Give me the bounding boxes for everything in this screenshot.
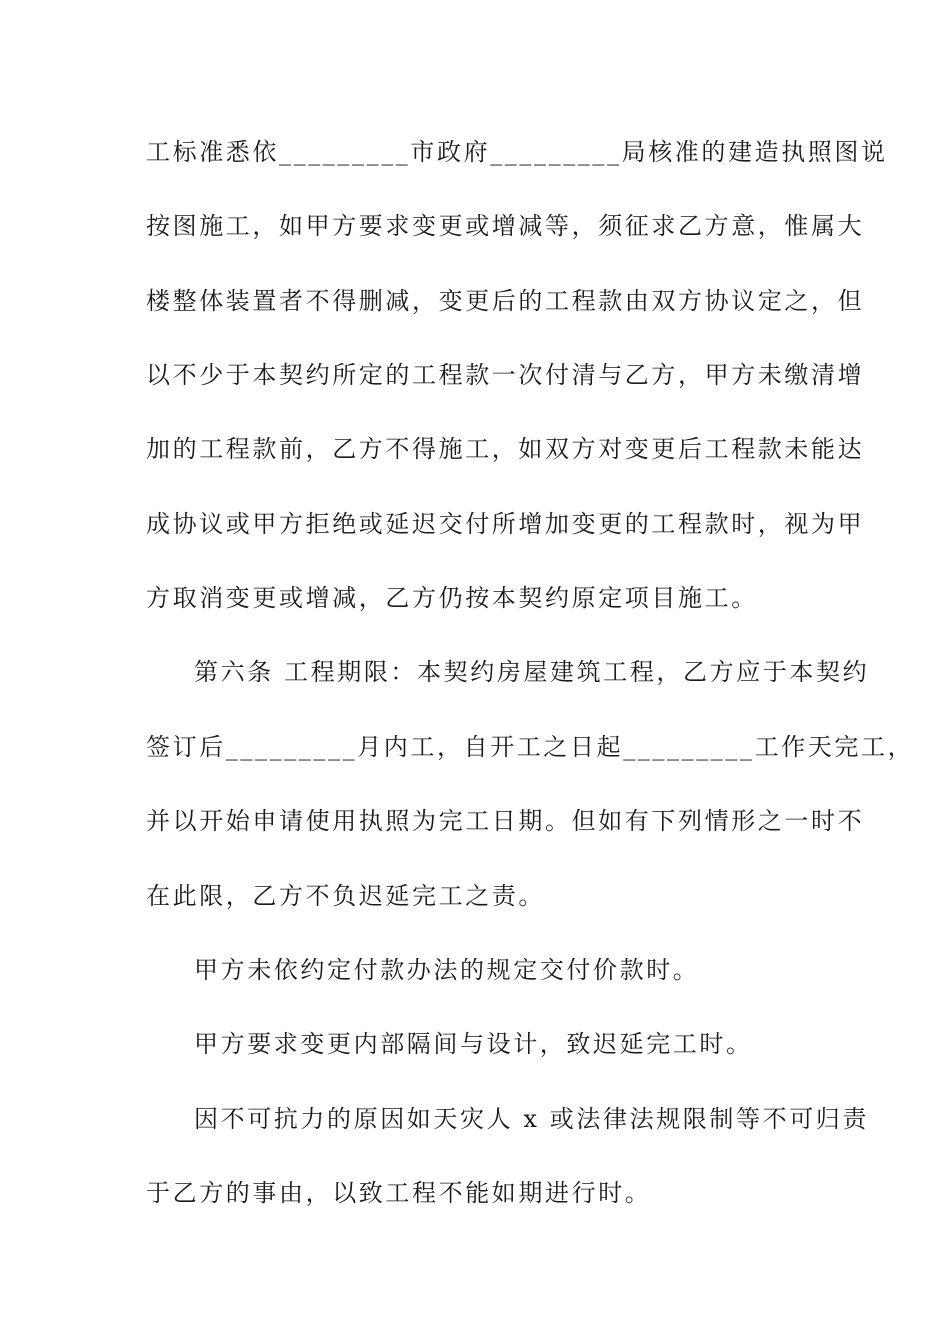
paragraph-line: 方取消变更或增减，乙方仍按本契约原定项目施工。 bbox=[146, 584, 758, 612]
list-item-line: 甲方未依约定付款办法的规定交付价款时。 bbox=[194, 956, 700, 984]
list-item-line: 因不可抗力的原因如天灾人 x 或法律法规限制等不可归责 bbox=[194, 1105, 869, 1133]
paragraph-line: 并以开始申请使用执照为完工日期。但如有下列情形之一时不 bbox=[146, 807, 865, 835]
list-item-line: 甲方要求变更内部隔间与设计，致迟延完工时。 bbox=[194, 1030, 753, 1058]
paragraph-line: 楼整体装置者不得删减，变更后的工程款由双方协议定之，但 bbox=[146, 287, 865, 315]
paragraph-line: 按图施工，如甲方要求变更或增减等，须征求乙方意，惟属大 bbox=[146, 212, 865, 240]
paragraph-line: 加的工程款前，乙方不得施工，如双方对变更后工程款未能达 bbox=[146, 435, 865, 463]
paragraph-line: 成协议或甲方拒绝或延迟交付所增加变更的工程款时，视为甲 bbox=[146, 510, 865, 538]
paragraph-line: 签订后_________月内工，自开工之日起_________工作天完工， bbox=[146, 733, 915, 761]
paragraph-line: 工标准悉依_________市政府_________局核准的建造执照图说 bbox=[146, 138, 888, 166]
paragraph-line: 于乙方的事由，以致工程不能如期进行时。 bbox=[146, 1179, 652, 1207]
paragraph-line: 在此限，乙方不负迟延完工之责。 bbox=[146, 882, 545, 910]
paragraph-line: 以不少于本契约所定的工程款一次付清与乙方，甲方未缴清增 bbox=[146, 361, 865, 389]
article-heading-line: 第六条 工程期限：本契约房屋建筑工程，乙方应于本契约 bbox=[194, 658, 870, 686]
